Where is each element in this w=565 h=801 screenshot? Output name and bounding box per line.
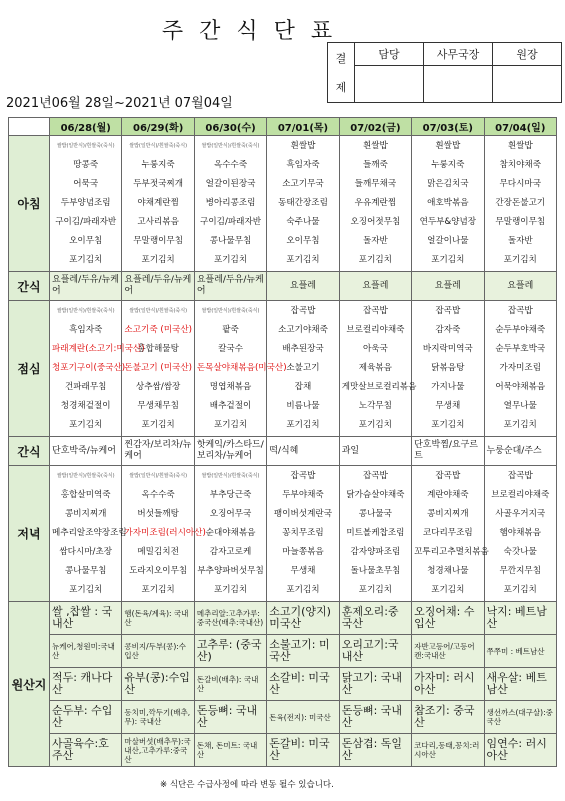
menu-item: 흑임자죽: [69, 325, 103, 335]
menu-item: 청경채겉절이: [60, 401, 111, 411]
menu-item: 감자고로케: [209, 547, 252, 557]
menu-item: 노각무침: [358, 401, 392, 411]
menu-item: 콩나물국: [358, 509, 392, 519]
menu-item: 홍합해물탕: [137, 344, 179, 354]
menu-item: 돈불고기 (미국산): [124, 363, 192, 373]
menu-item: 순두부야채죽: [495, 325, 546, 335]
menu-item: 잡채: [294, 382, 312, 392]
breakfast-day-cell: [484, 136, 556, 272]
origin-cell: 돈육(전지): 미국산: [267, 701, 339, 734]
menu-item: 연두부&양념장: [419, 217, 477, 227]
snack2-cell: 찐감자/보리차/뉴케어: [122, 437, 194, 466]
menu-item: 쌀밥(일반식)/흰쌀죽(죽식): [201, 308, 260, 314]
origin-cell: 소고기(양지)미국산: [267, 602, 339, 635]
origin-cell: 돈삼겹: 독일산: [339, 734, 411, 767]
approval-role-director: 원장: [493, 43, 562, 66]
menu-item: 메추리알조약장조림: [52, 528, 127, 538]
menu-item: 콩비지찌개: [427, 509, 469, 519]
menu-item: 쌀밥(일반식)/흰쌀죽(죽식): [129, 473, 188, 479]
origin-cell: 마살버섯(배추무):국내산,고추가루:중국산: [122, 734, 194, 767]
menu-item: 숙갓나물: [503, 547, 537, 557]
menu-item: 감자죽: [435, 325, 461, 335]
menu-item: 포기김치: [431, 420, 465, 430]
menu-item: 상추쌈/쌈장: [135, 382, 181, 392]
snack2-row: [9, 437, 557, 466]
meal-label-lunch: 점심: [9, 301, 50, 437]
menu-item: 참치야채죽: [499, 160, 542, 170]
menu-item: 쌀밥(일반식)/흰쌀죽(죽식): [129, 143, 188, 149]
menu-item: 흑임자죽: [286, 160, 320, 170]
menu-item: 부추당근죽: [209, 490, 252, 500]
menu-item: 가자미조림: [499, 363, 542, 373]
menu-item: 포기김치: [213, 420, 248, 430]
menu-item: 얼갈이된장국: [205, 179, 256, 189]
approval-label: [328, 43, 355, 103]
menu-item: 쌀밥(일반식)/흰쌀죽(죽식): [201, 473, 260, 479]
menu-item: 맑은김치국: [427, 179, 469, 189]
menu-item: 들깨무채국: [354, 179, 397, 189]
menu-item: 쌀밥(일반식)/흰쌀죽(죽식): [201, 143, 260, 149]
breakfast-day-cell: [412, 136, 484, 272]
menu-item: 포기김치: [213, 585, 248, 595]
menu-item: 포기김치: [69, 420, 103, 430]
day-header: 06/29(화): [122, 118, 194, 136]
origin-cell: 소갈비: 미국산: [267, 668, 339, 701]
menu-item: 고사리볶음: [137, 217, 179, 227]
menu-item: 버섯들깨탕: [137, 509, 179, 519]
snack2-cell: 누룽순대/주스: [484, 437, 556, 466]
approval-role-staff: 담당: [355, 43, 424, 66]
menu-item: 브로컬리야채죽: [491, 490, 550, 500]
menu-item: 오이무침: [69, 236, 103, 246]
lunch-day-cell: [484, 301, 556, 437]
menu-item: 쌀밥(일반식)/흰쌀죽(죽식): [56, 308, 115, 314]
snack2-cell: 떡/식혜: [267, 437, 339, 466]
origin-cell: 낙지: 베트남산: [484, 602, 556, 635]
menu-item: 들깨죽: [362, 160, 388, 170]
menu-item: 흰쌀밥: [435, 141, 461, 151]
menu-item: 포기김치: [286, 420, 320, 430]
lunch-day-cell: [339, 301, 417, 437]
menu-item: 닭가슴살야채죽: [346, 490, 405, 500]
menu-item: 옥수수죽: [141, 490, 175, 500]
menu-item: 부추양파버섯무침: [197, 566, 264, 576]
dinner-day-cell: [339, 466, 411, 602]
menu-item: 흰쌀밥: [362, 141, 388, 151]
menu-item: 어묵국: [73, 179, 99, 189]
menu-item: 쌀밥(일반식)/흰쌀죽(죽식): [129, 308, 188, 314]
menu-item: 포기김치: [358, 585, 392, 595]
menu-item: 꼬투리고추멸치볶음: [414, 547, 489, 557]
snack2-cell: 단호박찜/요구르트: [412, 437, 484, 466]
lunch-day-cell: [194, 301, 287, 437]
menu-item: 잡곡밥: [507, 471, 533, 481]
snack1-cell: 요플레: [484, 272, 556, 301]
menu-item: 포기김치: [431, 585, 465, 595]
menu-item: 메밀김치전: [137, 547, 179, 557]
menu-item: 오징어젓무침: [350, 217, 401, 227]
menu-item: 청포기구이(중국산): [52, 363, 126, 373]
origin-cell: 소불고기: 미국산: [267, 635, 339, 668]
menu-item: 구이김/파래자반: [200, 217, 262, 227]
origin-cell: 돈채, 돈미트: 국내산: [194, 734, 266, 767]
breakfast-row: [9, 136, 557, 272]
menu-item: 아욱국: [362, 344, 388, 354]
menu-item: 닭볶음탕: [431, 363, 465, 373]
origin-cell: 돈갈비: 미국산: [267, 734, 339, 767]
menu-item: 청경채나물: [427, 566, 469, 576]
breakfast-day-cell: [339, 136, 411, 272]
menu-period: 2021년06월 28일~2021년 07월04일: [6, 96, 233, 111]
snack1-cell: 요플레/두유/뉴케어: [122, 272, 194, 301]
breakfast-day-cell: [50, 136, 122, 272]
menu-item: 순두부호박국: [495, 344, 546, 354]
menu-item: 도라지오이무침: [129, 566, 188, 576]
menu-item: 감자양파조림: [350, 547, 401, 557]
menu-item: 잡곡밥: [290, 471, 316, 481]
menu-item: 숙주나물: [286, 217, 320, 227]
menu-item: 배추겉절이: [209, 401, 252, 411]
menu-item: 햄야채볶음: [499, 528, 542, 538]
menu-item: 오이무침: [286, 236, 320, 246]
dinner-row: [9, 466, 557, 602]
menu-item: 애호박볶음: [427, 198, 469, 208]
menu-item: 우유계란찜: [354, 198, 397, 208]
menu-item: 포기김치: [503, 420, 537, 430]
menu-item: 포기김치: [286, 255, 320, 265]
menu-item: 잡곡밥: [290, 306, 316, 316]
header-corner: [9, 118, 50, 136]
origin-row: [9, 602, 557, 635]
origin-cell: 쌀 ,찹쌀 : 국내산: [50, 602, 122, 635]
menu-item: 배추된장국: [282, 344, 324, 354]
day-header: 06/28(월): [50, 118, 122, 136]
menu-item: 가자미조림(러시아산): [124, 528, 206, 538]
menu-item: 간장돈불고기: [495, 198, 546, 208]
menu-item: 순대야채볶음: [205, 528, 256, 538]
day-header-row: [9, 118, 557, 136]
day-header: 07/03(토): [412, 118, 484, 136]
menu-item: 명엽채볶음: [209, 382, 252, 392]
menu-item: 열무나물: [503, 401, 537, 411]
menu-item: 계란야채죽: [427, 490, 469, 500]
origin-cell: 동치미,깍두기(배추,무): 국내산: [122, 701, 194, 734]
menu-item: 소고기무국: [282, 179, 324, 189]
lunch-day-cell: [50, 301, 145, 437]
approval-sign-director: [493, 66, 562, 103]
approval-box: [327, 42, 562, 103]
menu-item: 포기김치: [358, 255, 392, 265]
snack1-row: [9, 272, 557, 301]
menu-item: 돌자반: [362, 236, 388, 246]
menu-item: 건파래무침: [64, 382, 107, 392]
menu-item: 두부양념조림: [60, 198, 111, 208]
approval-label-bottom: 제: [335, 81, 347, 94]
menu-item: 얼갈이나물: [427, 236, 469, 246]
menu-item: 돌자반: [507, 236, 533, 246]
menu-item: 동태간장조림: [278, 198, 328, 208]
menu-item: 칼국수: [218, 344, 243, 354]
day-header: 06/30(수): [194, 118, 266, 136]
approval-label-top: 결: [335, 52, 347, 65]
origin-cell: 뉴케어,청원미:국내산: [50, 635, 122, 668]
origin-row: [9, 635, 557, 668]
menu-item: 포기김치: [286, 585, 320, 595]
menu-item: 쌀밥(일반식)/흰쌀죽(죽식): [56, 143, 115, 149]
menu-item: 땅콩죽: [73, 160, 99, 170]
meal-label-dinner: 저녁: [9, 466, 50, 602]
menu-item: 야채계란찜: [137, 198, 179, 208]
menu-item: 구이김/파래자반: [55, 217, 117, 227]
menu-item: 잡곡밥: [435, 471, 461, 481]
origin-cell: 유부(콩):수입산: [122, 668, 194, 701]
menu-item: 포기김치: [431, 255, 465, 265]
menu-item: 옥수수죽: [213, 160, 248, 170]
menu-item: 브로컬리야채죽: [346, 325, 405, 335]
menu-item: 포기김치: [358, 420, 392, 430]
menu-item: 콩나물무침: [209, 236, 252, 246]
breakfast-day-cell: [267, 136, 339, 272]
origin-cell: 순두부: 수입산: [50, 701, 122, 734]
meal-label-snack2: 간식: [9, 437, 50, 466]
menu-item: 포기김치: [69, 585, 103, 595]
origin-cell: 쭈쭈미 : 베트남산: [484, 635, 556, 668]
menu-item: 미트볼케찹조림: [346, 528, 405, 538]
origin-cell: 오징어채: 수입산: [412, 602, 484, 635]
menu-item: 흰쌀밥: [290, 141, 316, 151]
origin-cell: 고추루: (중국산): [194, 635, 266, 668]
menu-item: 잡곡밥: [362, 471, 388, 481]
breakfast-day-cell: [122, 136, 194, 272]
menu-item: 포기김치: [503, 585, 537, 595]
menu-item: 소고기죽 (미국산): [124, 325, 192, 335]
dinner-day-cell: [484, 466, 556, 602]
menu-item: 잡곡밥: [435, 306, 461, 316]
menu-item: 소고기야채죽: [278, 325, 328, 335]
origin-row: [9, 701, 557, 734]
menu-item: 병아리콩조림: [205, 198, 256, 208]
origin-cell: 돈등뼈: 국내산: [194, 701, 266, 734]
weekly-menu-table: [8, 117, 557, 767]
day-header: 07/02(금): [339, 118, 411, 136]
snack1-cell: 요플레: [267, 272, 339, 301]
approval-sign-manager: [424, 66, 493, 103]
origin-cell: 메추리알:고추가루:중국산(배추:국내산): [194, 602, 266, 635]
approval-sign-staff: [355, 66, 424, 103]
origin-cell: 가자미: 러시아산: [412, 668, 484, 701]
menu-item: 잡곡밥: [507, 306, 533, 316]
menu-item: 포기김치: [141, 255, 175, 265]
menu-item: 포기김치: [141, 420, 175, 430]
origin-cell: 콩비지/두부(콩):수입산: [122, 635, 194, 668]
origin-cell: 돈등뼈: 국내산: [339, 701, 411, 734]
dinner-day-cell: [412, 466, 489, 602]
dinner-day-cell: [267, 466, 339, 602]
menu-item: 누룽지죽: [141, 160, 175, 170]
menu-item: 소불고기: [286, 363, 320, 373]
menu-item: 무생채무침: [137, 401, 179, 411]
menu-item: 마늘쫑볶음: [282, 547, 324, 557]
meal-label-breakfast: 아침: [9, 136, 50, 272]
menu-item: 누룽지죽: [431, 160, 465, 170]
meal-label-snack1: 간식: [9, 272, 50, 301]
day-header: 07/01(목): [267, 118, 339, 136]
menu-item: 포기김치: [69, 255, 103, 265]
origin-cell: 사골육수:호주산: [50, 734, 122, 767]
menu-item: 콩비지찌개: [64, 509, 107, 519]
snack1-cell: 요플레/두유/뉴케어: [50, 272, 122, 301]
origin-label: 원산지: [9, 602, 50, 767]
menu-item: 꽁치무조림: [282, 528, 324, 538]
menu-item: 파래계란(소고기:미국산): [52, 344, 145, 354]
origin-row: [9, 734, 557, 767]
origin-cell: 훈제오리:중국산: [339, 602, 411, 635]
day-header: 07/04(일): [484, 118, 556, 136]
menu-item: 돌나물초무침: [350, 566, 401, 576]
origin-cell: 닭고기: 국내산: [339, 668, 411, 701]
snack1-cell: 요플레: [412, 272, 484, 301]
origin-cell: 코다리,동태,꽁치:러시아산: [412, 734, 484, 767]
menu-item: 오징어무국: [209, 509, 252, 519]
menu-item: 가지나물: [431, 382, 465, 392]
menu-item: 무말랭이무침: [495, 217, 546, 227]
footnote: ※ 식단은 수급사정에 따라 변동 될수 있습니다.: [160, 780, 334, 790]
menu-item: 무말랭이무침: [133, 236, 184, 246]
menu-item: 바지락미역국: [422, 344, 473, 354]
menu-item: 포기김치: [213, 255, 248, 265]
menu-item: 포기김치: [141, 585, 175, 595]
menu-item: 무생채: [435, 401, 461, 411]
page-title: 주간식단표: [161, 19, 349, 44]
menu-item: 무다시마국: [499, 179, 542, 189]
menu-item: 제육볶음: [358, 363, 392, 373]
origin-cell: 돈갈비(배추): 국내산: [194, 668, 266, 701]
origin-cell: 자반고등어/고등어캔:국내산: [412, 635, 484, 668]
dinner-day-cell: [122, 466, 206, 602]
breakfast-day-cell: [194, 136, 266, 272]
lunch-day-cell: [122, 301, 194, 437]
menu-item: 어묵야채볶음: [495, 382, 546, 392]
snack1-cell: 요플레/두유/뉴케어: [194, 272, 266, 301]
menu-item: 두부야채죽: [282, 490, 324, 500]
snack1-cell: 요플레: [339, 272, 411, 301]
origin-cell: 햄(돈육/계육): 국내산: [122, 602, 194, 635]
snack2-cell: 과일: [339, 437, 411, 466]
menu-item: 홍합살미역죽: [60, 490, 111, 500]
menu-item: 돈목살야채볶음(미국산): [196, 363, 287, 373]
menu-item: 쌀밥(일반식)/흰쌀죽(죽식): [56, 473, 115, 479]
menu-item: 무생채: [290, 566, 316, 576]
menu-item: 코다리무조림: [422, 528, 473, 538]
menu-item: 쌈다시마/초장: [59, 547, 113, 557]
lunch-day-cell: [412, 301, 484, 437]
menu-item: 콩나물무침: [64, 566, 107, 576]
menu-item: 무깐지무침: [499, 566, 542, 576]
origin-cell: 참조기: 중국산: [412, 701, 484, 734]
dinner-day-cell: [50, 466, 127, 602]
origin-cell: 새우살: 베트남산: [484, 668, 556, 701]
origin-cell: 생선까스(대구살):중국산: [484, 701, 556, 734]
origin-cell: 적두: 캐나다산: [50, 668, 122, 701]
menu-item: 흰쌀밥: [507, 141, 533, 151]
lunch-row: [9, 301, 557, 437]
origin-row: [9, 668, 557, 701]
menu-item: 팥죽: [222, 325, 239, 335]
approval-role-manager: 사무국장: [424, 43, 493, 66]
menu-item: 팽이버섯계란국: [273, 509, 333, 519]
origin-cell: 임연수: 러시아산: [484, 734, 556, 767]
menu-item: 두부젓국찌개: [133, 179, 184, 189]
menu-item: 게맛살브로컬리볶음: [341, 382, 417, 392]
menu-item: 비름나물: [286, 401, 320, 411]
snack2-cell: 단호박죽/뉴케어: [50, 437, 122, 466]
menu-item: 잡곡밥: [362, 306, 388, 316]
dinner-day-cell: [194, 466, 266, 602]
menu-item: 사골우거지국: [495, 509, 546, 519]
origin-cell: 오리고기:국내산: [339, 635, 411, 668]
menu-item: 포기김치: [503, 255, 537, 265]
snack2-cell: 핫케익/카스타드/보리차/뉴케어: [194, 437, 266, 466]
